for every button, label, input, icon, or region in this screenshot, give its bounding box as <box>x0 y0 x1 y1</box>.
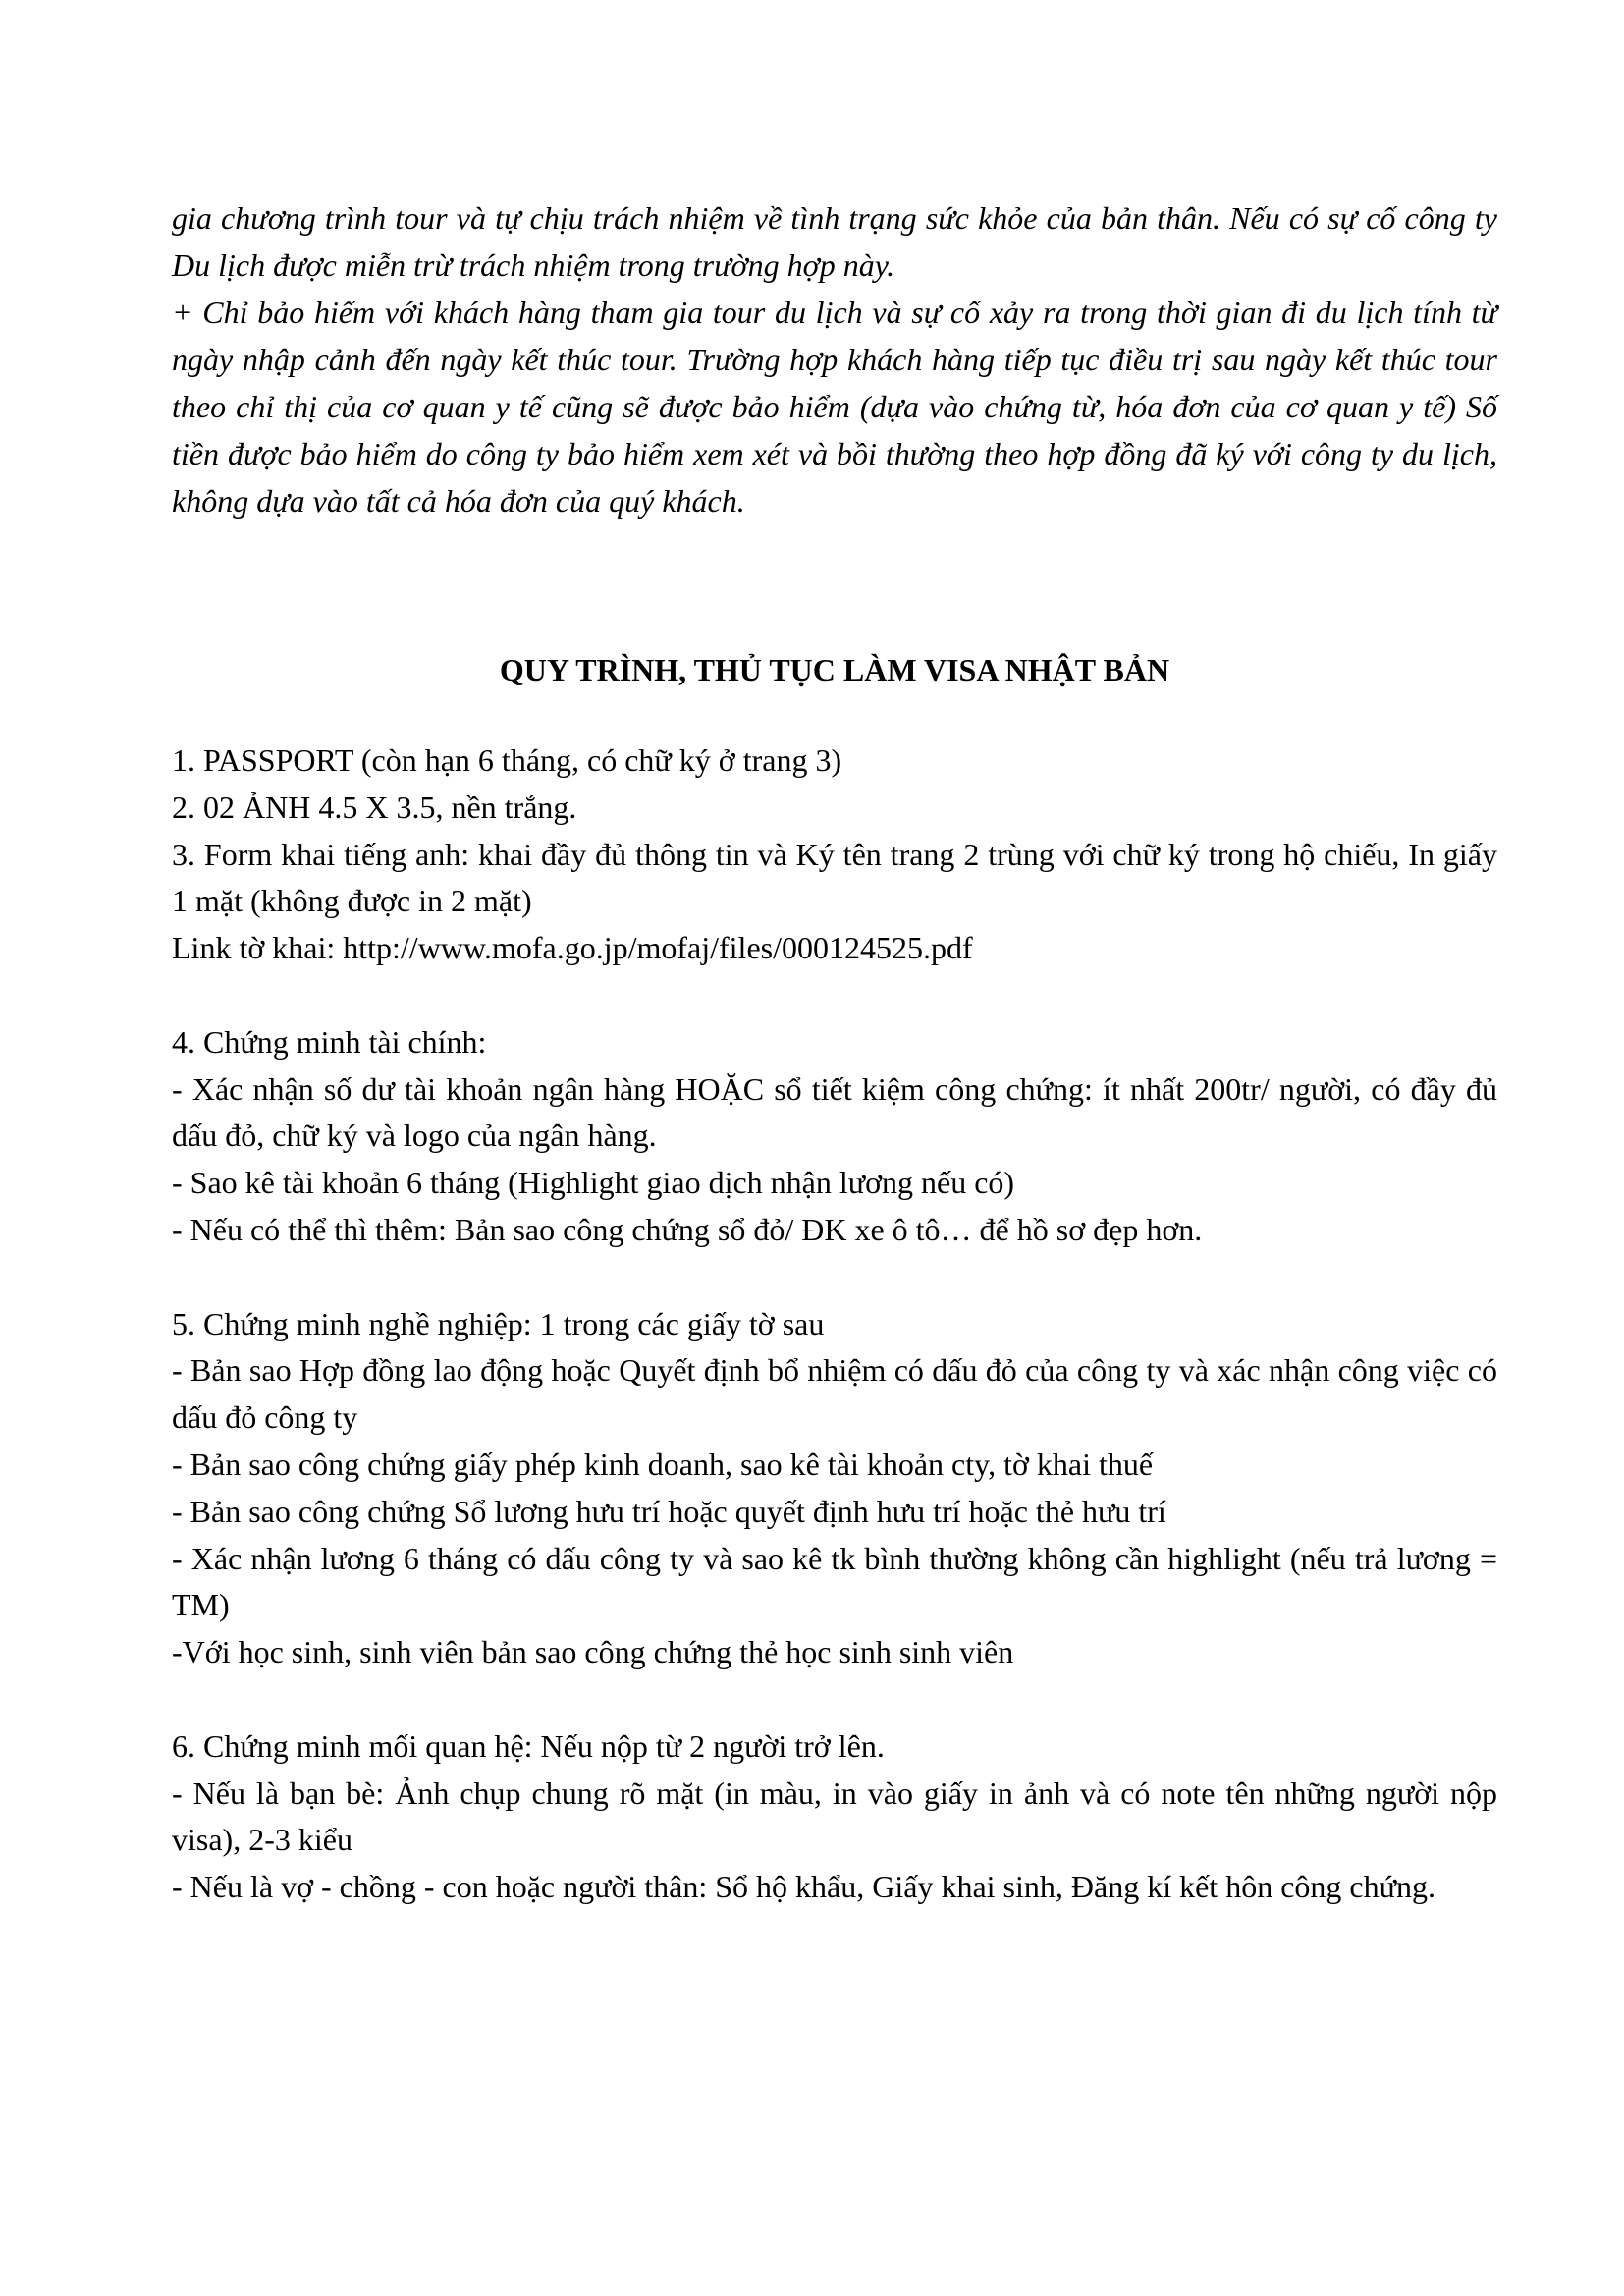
form-link: Link tờ khai: http://www.mofa.go.jp/mofaj/files/000124525.pdf <box>172 930 973 966</box>
list-item: - Xác nhận số dư tài khoản ngân hàng HOẶC sổ tiết kiệm công chứng: ít nhất 200tr/ người, có đầy đủ dấu đỏ, chữ ký và logo của ngân hàng. <box>172 1070 1497 1154</box>
requirement-photos: 2. 02 ẢNH 4.5 X 3.5, nền trắng. <box>172 789 577 825</box>
requirement-form: 3. Form khai tiếng anh: khai đầy đủ thông tin và Ký tên trang 2 trùng với chữ ký trong hộ chiếu, In giấy 1 mặt (không được in 2 mặt) <box>172 836 1497 919</box>
list-item: -Với học sinh, sinh viên bản sao công chứng thẻ học sinh sinh viên <box>172 1634 1014 1670</box>
visa-requirements <box>172 738 1497 1958</box>
list-item: - Nếu có thể thì thêm: Bản sao công chứng sổ đỏ/ ĐK xe ô tô… để hồ sơ đẹp hơn. <box>172 1211 1203 1247</box>
list-item: - Bản sao công chứng giấy phép kinh doanh, sao kê tài khoản cty, tờ khai thuế <box>172 1446 1154 1482</box>
list-item: - Nếu là vợ - chồng - con hoặc người thân: Sổ hộ khẩu, Giấy khai sinh, Đăng kí kết hôn công chứng. <box>172 1869 1435 1905</box>
section-relationship-proof <box>172 1723 1497 1911</box>
section-title: 5. Chứng minh nghề nghiệp: 1 trong các giấy tờ sau <box>172 1305 825 1341</box>
section-title: 4. Chứng minh tài chính: <box>172 1023 487 1060</box>
insurance-coverage-paragraph: + Chỉ bảo hiểm với khách hàng tham gia tour du lịch và sự cố xảy ra trong thời gian đi du lịch tính từ ngày nhập cảnh đến ngày kết thúc tour. Trường hợp khách hàng tiếp tục điều trị sau ngày kết thúc tour theo chỉ thị của cơ quan y tế cũng sẽ được bảo hiểm (dựa vào chứng từ, hóa đơn của cơ quan y tế) Số tiền được bảo hiểm do công ty bảo hiểm xem xét và bồi thường theo hợp đồng đã ký với công ty du lịch, không dựa vào tất cả hóa đơn của quý khách. <box>172 295 1497 519</box>
intro-paragraph: gia chương trình tour và tự chịu trách nhiệm về tình trạng sức khỏe của bản thân. Nếu có sự cố công ty Du lịch được miễn trừ trách nhiệm trong trường hợp này. <box>172 200 1497 283</box>
section-employment-proof <box>172 1301 1497 1676</box>
list-item: - Nếu là bạn bè: Ảnh chụp chung rõ mặt (in màu, in vào giấy in ảnh và có note tên những người nộp visa), 2-3 kiểu <box>172 1775 1497 1858</box>
requirement-passport: 1. PASSPORT (còn hạn 6 tháng, có chữ ký ở trang 3) <box>172 742 842 778</box>
list-item: - Xác nhận lương 6 tháng có dấu công ty và sao kê tk bình thường không cần highlight (nếu trả lương = TM) <box>172 1540 1497 1623</box>
list-item: - Bản sao Hợp đồng lao động hoặc Quyết định bổ nhiệm có dấu đỏ của công ty và xác nhận công việc có dấu đỏ công ty <box>172 1352 1497 1436</box>
section-financial-proof <box>172 1019 1497 1254</box>
list-item: - Bản sao công chứng Sổ lương hưu trí hoặc quyết định hưu trí hoặc thẻ hưu trí <box>172 1493 1166 1529</box>
section-title: 6. Chứng minh mối quan hệ: Nếu nộp từ 2 người trở lên. <box>172 1727 885 1764</box>
section-documents <box>172 738 1497 972</box>
list-item: - Sao kê tài khoản 6 tháng (Highlight giao dịch nhận lương nếu có) <box>172 1165 1015 1201</box>
section-heading: QUY TRÌNH, THỦ TỤC LÀM VISA NHẬT BẢN <box>499 652 1170 687</box>
insurance-notes <box>172 194 1497 524</box>
